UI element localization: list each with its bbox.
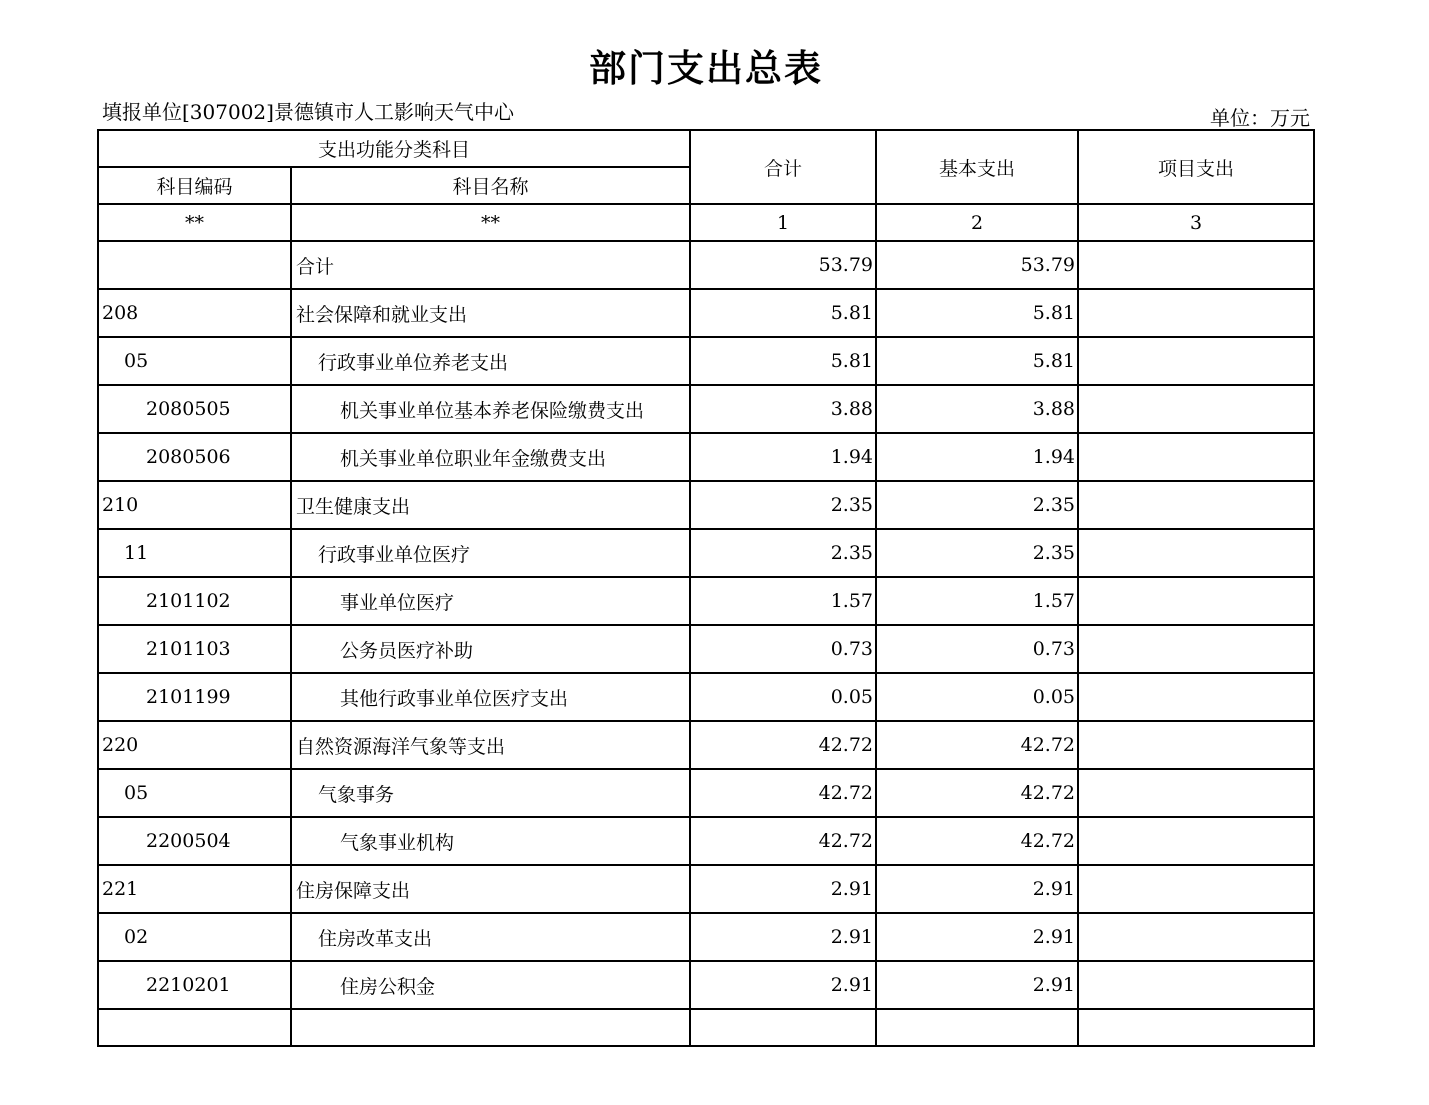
- row-total-cell: 2.91: [690, 865, 876, 913]
- header-name: 科目名称: [291, 167, 690, 204]
- row-name-cell: 行政事业单位养老支出: [291, 337, 690, 385]
- table-row: [98, 289, 1314, 337]
- table-row: [98, 241, 1314, 289]
- index-cell: **: [291, 204, 690, 241]
- row-project-cell: [1078, 385, 1314, 433]
- row-name-cell: 事业单位医疗: [291, 577, 690, 625]
- row-total-cell: 42.72: [690, 721, 876, 769]
- row-code-cell: 2210201: [98, 961, 291, 1009]
- row-code-cell: 11: [98, 529, 291, 577]
- table-row: [98, 721, 1314, 769]
- row-total-cell: 42.72: [690, 769, 876, 817]
- row-total-cell: 3.88: [690, 385, 876, 433]
- blank-cell: [876, 1009, 1078, 1046]
- row-basic-cell: 5.81: [876, 337, 1078, 385]
- table-row: [98, 865, 1314, 913]
- row-total-cell: 53.79: [690, 241, 876, 289]
- table-row: [98, 529, 1314, 577]
- row-total-cell: 5.81: [690, 337, 876, 385]
- row-total-cell: 1.57: [690, 577, 876, 625]
- header-row-1: [98, 130, 1314, 167]
- row-name-cell: 住房改革支出: [291, 913, 690, 961]
- header-basic: 基本支出: [876, 130, 1078, 204]
- row-code-cell: 2101199: [98, 673, 291, 721]
- row-name-cell: 行政事业单位医疗: [291, 529, 690, 577]
- row-basic-cell: 5.81: [876, 289, 1078, 337]
- page-title: 部门支出总表: [589, 47, 823, 90]
- table-row: [98, 625, 1314, 673]
- row-basic-cell: 1.57: [876, 577, 1078, 625]
- row-project-cell: [1078, 337, 1314, 385]
- header-total: 合计: [690, 130, 876, 204]
- row-name-cell: 自然资源海洋气象等支出: [291, 721, 690, 769]
- row-name-cell: 公务员医疗补助: [291, 625, 690, 673]
- row-project-cell: [1078, 481, 1314, 529]
- row-code-cell: 221: [98, 865, 291, 913]
- row-total-cell: 2.91: [690, 961, 876, 1009]
- row-name-cell: 合计: [291, 241, 690, 289]
- row-project-cell: [1078, 529, 1314, 577]
- table-row: [98, 961, 1314, 1009]
- row-name-cell: 气象事业机构: [291, 817, 690, 865]
- row-code-cell: 05: [98, 337, 291, 385]
- row-name-cell: 机关事业单位职业年金缴费支出: [291, 433, 690, 481]
- row-basic-cell: 42.72: [876, 721, 1078, 769]
- row-project-cell: [1078, 433, 1314, 481]
- row-name-cell: 卫生健康支出: [291, 481, 690, 529]
- row-basic-cell: 2.91: [876, 961, 1078, 1009]
- row-basic-cell: 2.35: [876, 529, 1078, 577]
- row-total-cell: 42.72: [690, 817, 876, 865]
- row-basic-cell: 2.35: [876, 481, 1078, 529]
- row-name-cell: 其他行政事业单位医疗支出: [291, 673, 690, 721]
- row-code-cell: 2101102: [98, 577, 291, 625]
- index-cell: 1: [690, 204, 876, 241]
- row-code-cell: [98, 241, 291, 289]
- index-cell: **: [98, 204, 291, 241]
- row-name-cell: 社会保障和就业支出: [291, 289, 690, 337]
- blank-cell: [291, 1009, 690, 1046]
- row-basic-cell: 2.91: [876, 913, 1078, 961]
- row-project-cell: [1078, 241, 1314, 289]
- row-basic-cell: 2.91: [876, 865, 1078, 913]
- row-code-cell: 2101103: [98, 625, 291, 673]
- row-project-cell: [1078, 673, 1314, 721]
- row-project-cell: [1078, 721, 1314, 769]
- expenditure-table: [97, 129, 1315, 1047]
- row-code-cell: 2200504: [98, 817, 291, 865]
- row-project-cell: [1078, 577, 1314, 625]
- row-name-cell: 住房公积金: [291, 961, 690, 1009]
- blank-cell: [1078, 1009, 1314, 1046]
- header-project: 项目支出: [1078, 130, 1314, 204]
- row-code-cell: 210: [98, 481, 291, 529]
- currency-unit: 单位：万元: [1210, 106, 1310, 130]
- table-row: [98, 817, 1314, 865]
- row-basic-cell: 42.72: [876, 817, 1078, 865]
- row-name-cell: 气象事务: [291, 769, 690, 817]
- header-code: 科目编码: [98, 167, 291, 204]
- header-index-row: [98, 204, 1314, 241]
- blank-cell: [690, 1009, 876, 1046]
- table-row: [98, 673, 1314, 721]
- blank-cell: [98, 1009, 291, 1046]
- row-project-cell: [1078, 817, 1314, 865]
- row-total-cell: 2.91: [690, 913, 876, 961]
- table-row: [98, 769, 1314, 817]
- row-code-cell: 2080505: [98, 385, 291, 433]
- reporting-unit: 填报单位[307002]景德镇市人工影响天气中心: [102, 100, 514, 124]
- row-basic-cell: 42.72: [876, 769, 1078, 817]
- table-row: [98, 481, 1314, 529]
- row-project-cell: [1078, 865, 1314, 913]
- row-project-cell: [1078, 769, 1314, 817]
- row-total-cell: 2.35: [690, 529, 876, 577]
- header-group: 支出功能分类科目: [98, 130, 690, 167]
- row-total-cell: 1.94: [690, 433, 876, 481]
- table-row: [98, 913, 1314, 961]
- row-basic-cell: 0.05: [876, 673, 1078, 721]
- row-total-cell: 0.05: [690, 673, 876, 721]
- row-code-cell: 208: [98, 289, 291, 337]
- index-cell: 3: [1078, 204, 1314, 241]
- index-cell: 2: [876, 204, 1078, 241]
- row-code-cell: 05: [98, 769, 291, 817]
- row-basic-cell: 1.94: [876, 433, 1078, 481]
- row-basic-cell: 3.88: [876, 385, 1078, 433]
- row-code-cell: 02: [98, 913, 291, 961]
- table-row: [98, 337, 1314, 385]
- row-name-cell: 住房保障支出: [291, 865, 690, 913]
- row-project-cell: [1078, 961, 1314, 1009]
- blank-row: [98, 1009, 1314, 1046]
- row-project-cell: [1078, 289, 1314, 337]
- row-project-cell: [1078, 625, 1314, 673]
- row-code-cell: 2080506: [98, 433, 291, 481]
- row-name-cell: 机关事业单位基本养老保险缴费支出: [291, 385, 690, 433]
- table-row: [98, 577, 1314, 625]
- row-total-cell: 2.35: [690, 481, 876, 529]
- table-row: [98, 385, 1314, 433]
- row-total-cell: 5.81: [690, 289, 876, 337]
- row-basic-cell: 53.79: [876, 241, 1078, 289]
- row-project-cell: [1078, 913, 1314, 961]
- row-code-cell: 220: [98, 721, 291, 769]
- row-basic-cell: 0.73: [876, 625, 1078, 673]
- table-row: [98, 433, 1314, 481]
- row-total-cell: 0.73: [690, 625, 876, 673]
